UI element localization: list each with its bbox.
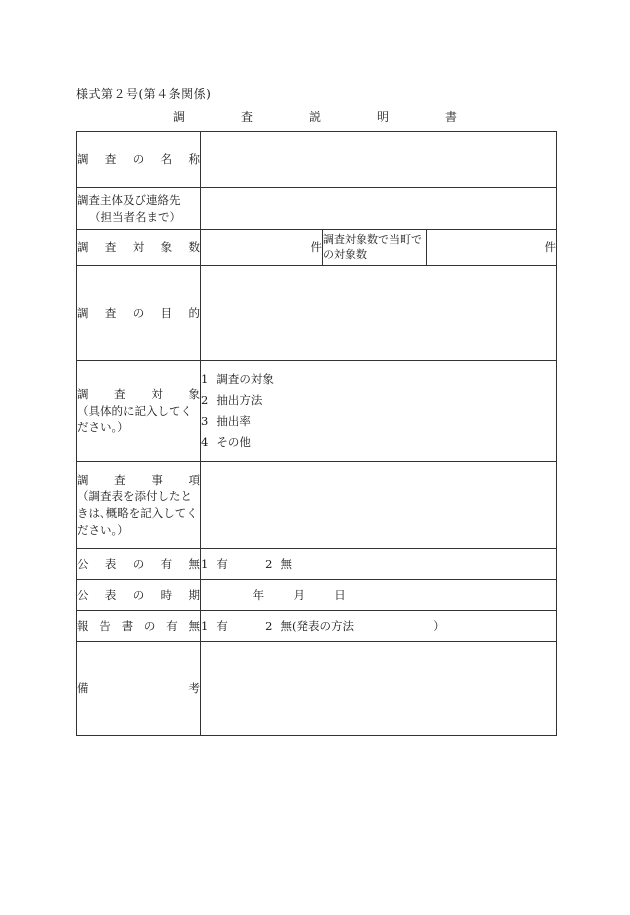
year-label: 年: [252, 587, 265, 602]
local-target-count-label: 調査対象数で当町での対象数: [323, 230, 427, 266]
document-title: [0, 108, 630, 125]
purpose-field[interactable]: [201, 266, 557, 361]
publication-timing-field[interactable]: [201, 580, 557, 611]
survey-name-label: 調 査 の 名 称: [77, 132, 201, 188]
row-report: [77, 611, 557, 642]
target-count-unit: 件: [310, 240, 322, 255]
document-title-text: 調 査 説 明 書: [172, 110, 479, 124]
target-item-3: 3 抽出率: [201, 414, 251, 428]
survey-items-field[interactable]: [201, 462, 557, 549]
local-target-count-field[interactable]: [427, 230, 557, 266]
remarks-field[interactable]: [201, 642, 557, 736]
survey-description-form: [76, 131, 557, 736]
target-item-4: 4 その他: [201, 435, 251, 449]
target-item-2: 2 抽出方法: [201, 393, 263, 407]
purpose-label: 調 査 の 目 的: [77, 266, 201, 361]
report-method-close: ）: [433, 618, 445, 633]
row-contact: [77, 188, 557, 230]
publication-label: 公 表 の 有 無: [77, 549, 201, 580]
contact-field[interactable]: [201, 188, 557, 230]
row-target: [77, 361, 557, 462]
row-purpose: [77, 266, 557, 361]
report-field[interactable]: [201, 611, 557, 642]
target-count-label: 調 査 対 象 数: [77, 230, 201, 266]
publication-field[interactable]: [201, 549, 557, 580]
target-label-note: （具体的に記入してください。）: [77, 403, 192, 435]
survey-items-label-note: （調査表を添付したときは､概略を記入してください。）: [77, 489, 198, 537]
row-survey-items: [77, 462, 557, 549]
target-count-field[interactable]: [201, 230, 323, 266]
report-option-1[interactable]: 1 有: [201, 618, 228, 633]
contact-label: 調査主体及び連絡先 （担当者名まで）: [77, 188, 201, 230]
publication-timing-label: 公 表 の 時 期: [77, 580, 201, 611]
row-survey-name: [77, 132, 557, 188]
report-option-2[interactable]: 2 無(発表の方法: [265, 618, 354, 633]
day-label: 日: [334, 587, 346, 602]
row-remarks: [77, 642, 557, 736]
survey-name-field[interactable]: [201, 132, 557, 188]
publication-option-1[interactable]: 1 有: [201, 556, 228, 571]
remarks-label: 備 考: [77, 642, 201, 736]
row-publication-timing: [77, 580, 557, 611]
publication-option-2[interactable]: 2 無: [265, 556, 292, 571]
row-publication: [77, 549, 557, 580]
survey-items-label: 調 査 事 項 （調査表を添付したときは､概略を記入してください。）: [77, 462, 201, 549]
month-label: 月: [293, 587, 305, 602]
target-label: 調 査 対 象 （具体的に記入してください。）: [77, 361, 201, 462]
local-target-count-unit: 件: [544, 240, 557, 255]
report-label: 報 告 書 の 有 無: [77, 611, 201, 642]
target-item-1: 1 調査の対象: [201, 372, 274, 386]
row-target-count: [77, 230, 557, 266]
form-number: 様式第２号(第４条関係): [76, 87, 212, 101]
target-field[interactable]: [201, 361, 557, 462]
